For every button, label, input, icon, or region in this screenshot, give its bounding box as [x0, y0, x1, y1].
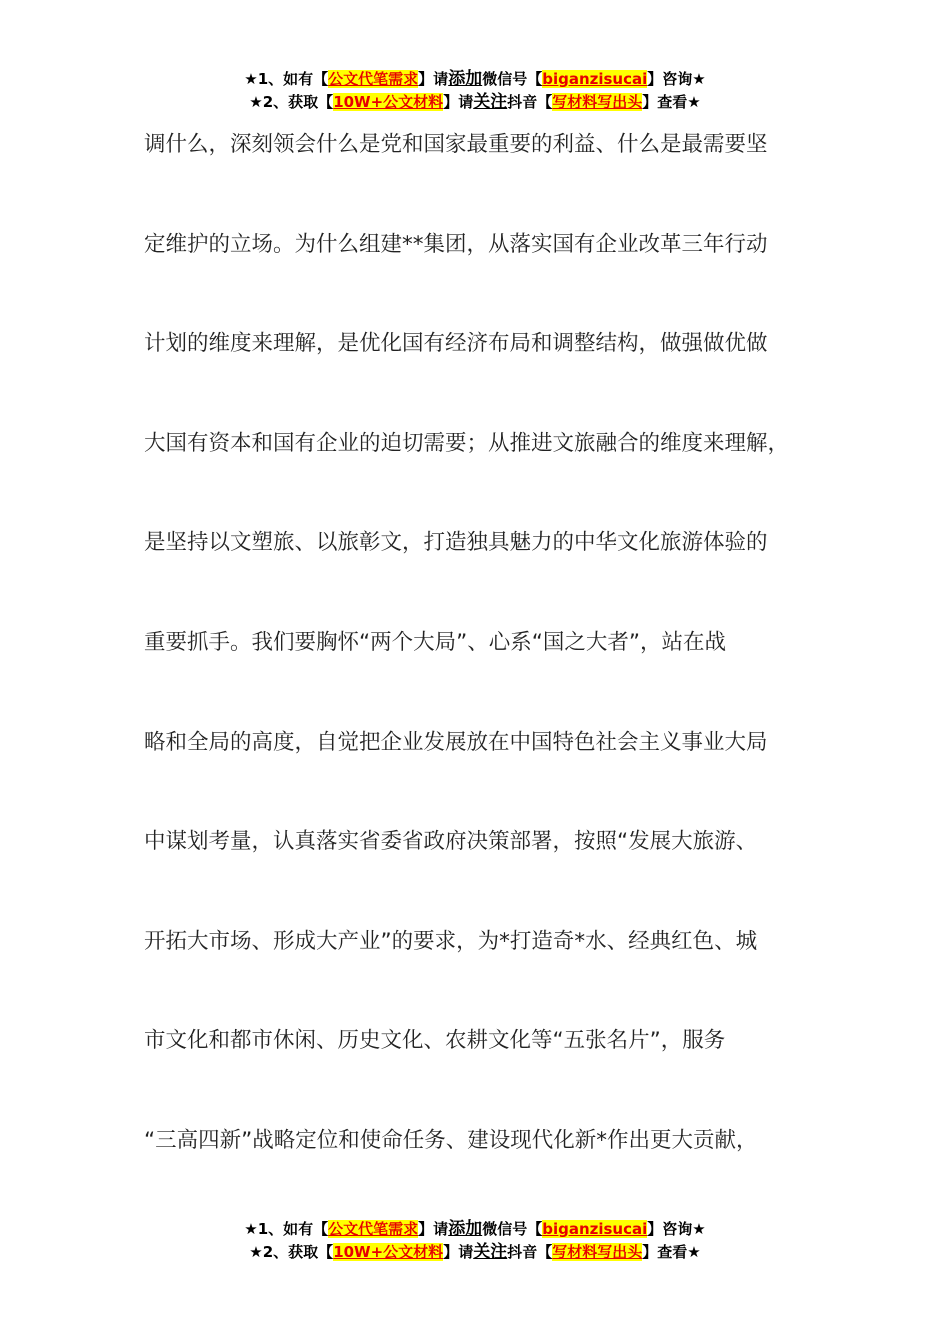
document-body: [144, 120, 834, 1216]
banner-text: 】请: [443, 1243, 474, 1261]
body-line: 中谋划考量，认真落实省委省政府决策部署，按照“发展大旅游、: [144, 829, 758, 855]
banner-text: 微信号【: [482, 70, 543, 88]
footer-banner: [0, 1218, 950, 1264]
banner-line-2: [0, 91, 950, 114]
header-banner: [0, 68, 950, 114]
banner-text: 】请: [418, 70, 449, 88]
highlight-wechat-id: biganzisucai: [542, 70, 648, 88]
banner-emphasis: 关注: [473, 92, 508, 112]
highlight-douyin-account: 写材料写出头: [552, 93, 643, 111]
body-line: “三高四新”战略定位和使命任务、建设现代化新*作出更大贡献，: [144, 1127, 758, 1153]
body-line: 计划的维度来理解，是优化国有经济布局和调整结构，做强做优做: [144, 331, 768, 357]
highlight-wechat-id: biganzisucai: [542, 1220, 648, 1238]
body-line: 定维护的立场。为什么组建**集团，从落实国有企业改革三年行动: [144, 231, 768, 257]
banner-emphasis: 添加: [448, 69, 483, 89]
banner-text: 】请: [443, 93, 474, 111]
banner-text: 】咨询★: [647, 1220, 706, 1238]
banner-text: ★2、获取【: [249, 93, 334, 111]
body-line: 市文化和都市休闲、历史文化、农耕文化等“五张名片”，服务: [144, 1028, 726, 1054]
banner-text: 抖音【: [507, 93, 553, 111]
banner-text: 微信号【: [482, 1220, 543, 1238]
banner-emphasis: 添加: [448, 1219, 483, 1239]
highlight-materials: 10W+公文材料: [333, 1243, 444, 1261]
banner-line-1: [0, 1218, 950, 1241]
highlight-douyin-account: 写材料写出头: [552, 1243, 643, 1261]
body-line: 是坚持以文塑旅、以旅彰文，打造独具魅力的中华文化旅游体验的: [144, 530, 768, 556]
highlight-materials: 10W+公文材料: [333, 93, 444, 111]
highlight-service: 公文代笔需求: [328, 70, 419, 88]
banner-text: 】请: [418, 1220, 449, 1238]
banner-text: 】咨询★: [647, 70, 706, 88]
banner-line-2: [0, 1241, 950, 1264]
body-line: 开拓大市场、形成大产业”的要求，为*打造奇*水、经典红色、城: [144, 928, 758, 954]
banner-emphasis: 关注: [473, 1242, 508, 1262]
highlight-service: 公文代笔需求: [328, 1220, 419, 1238]
body-line: 调什么，深刻领会什么是党和国家最重要的利益、什么是最需要坚: [144, 132, 768, 157]
body-line: 重要抓手。我们要胸怀“两个大局”、心系“国之大者”，站在战: [144, 629, 727, 655]
banner-text: ★1、如有【: [244, 1220, 329, 1238]
body-line: 略和全局的高度，自觉把企业发展放在中国特色社会主义事业大局: [144, 729, 768, 755]
body-line: 大国有资本和国有企业的迫切需要；从推进文旅融合的维度来理解，: [144, 430, 790, 456]
banner-line-1: [0, 68, 950, 91]
banner-text: ★2、获取【: [249, 1243, 334, 1261]
banner-text: 】查看★: [642, 93, 701, 111]
banner-text: ★1、如有【: [244, 70, 329, 88]
banner-text: 抖音【: [507, 1243, 553, 1261]
banner-text: 】查看★: [642, 1243, 701, 1261]
